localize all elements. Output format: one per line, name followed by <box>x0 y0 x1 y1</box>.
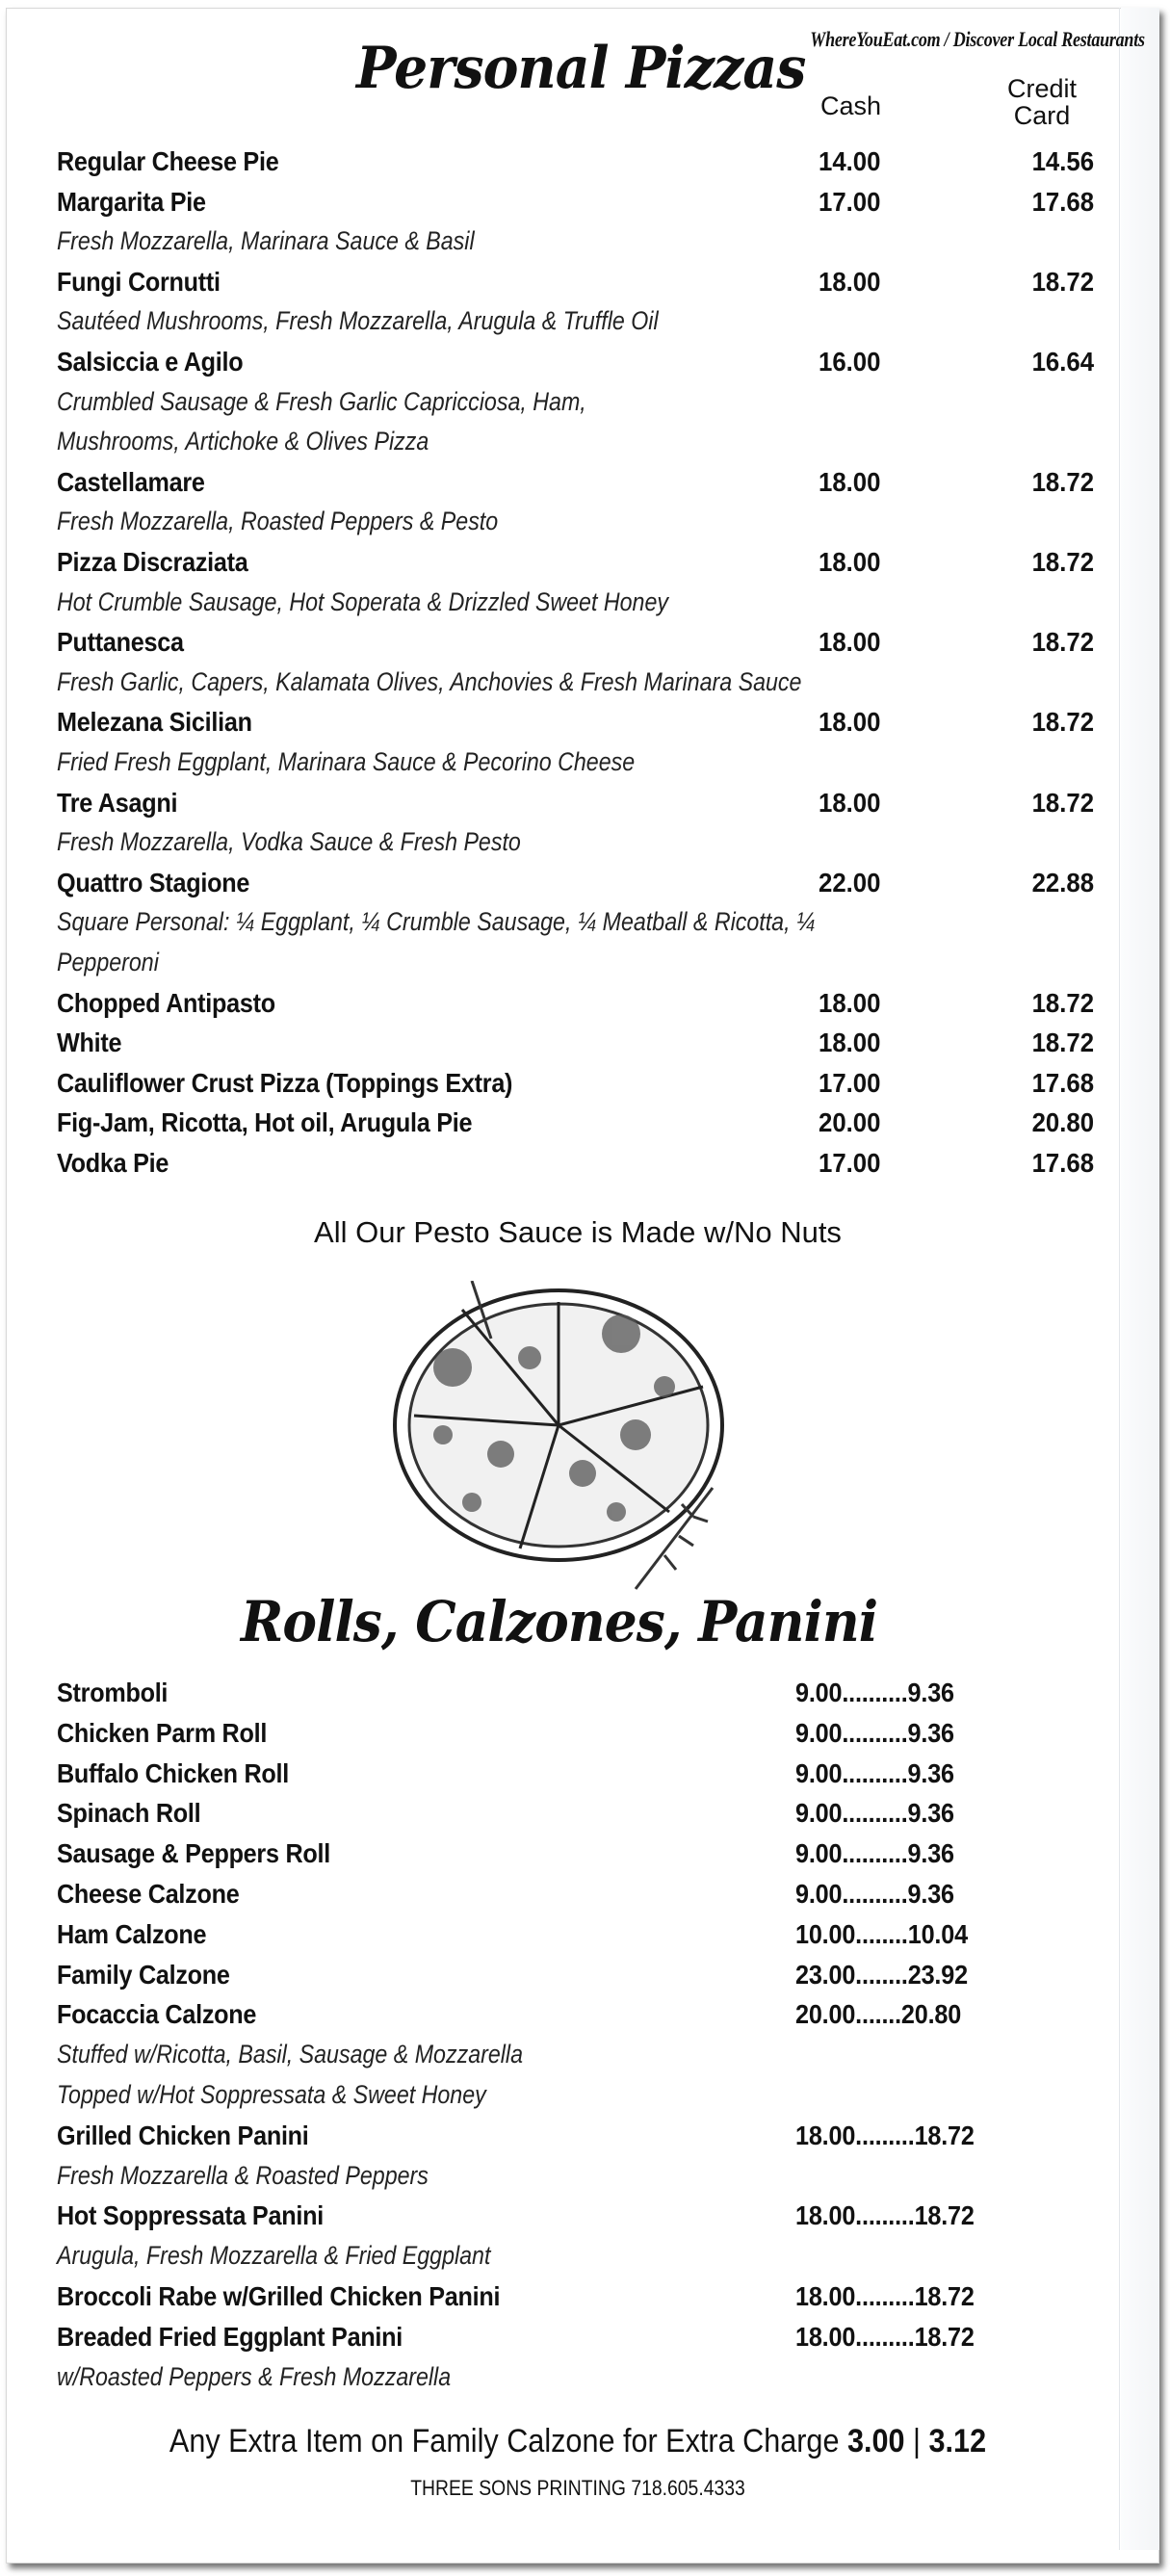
leader-dots: ......... <box>855 2321 915 2352</box>
menu-item-description: Arugula, Fresh Mozzarella & Fried Eggplant <box>57 2241 491 2271</box>
leader-dots: .......... <box>842 1838 908 1869</box>
pizza-illustration-icon <box>376 1281 751 1599</box>
price-cash: 18.00 <box>819 787 881 818</box>
price-cash: 18.00 <box>819 627 881 658</box>
menu-item-name: Cheese Calzone <box>57 1879 240 1909</box>
leader-dots: ....... <box>855 1999 901 2030</box>
menu-item-name: Broccoli Rabe w/Grilled Chicken Panini <box>57 2281 501 2311</box>
price-cash: 9.00 <box>795 1757 843 1788</box>
price-credit-card: 18.72 <box>1031 547 1094 577</box>
price-cash-credit <box>795 1678 954 1708</box>
menu-item-name: Ham Calzone <box>57 1918 207 1949</box>
price-cash-credit <box>795 1999 961 2030</box>
price-credit-card: 9.36 <box>907 1757 954 1788</box>
price-credit-card: 18.72 <box>1031 466 1094 497</box>
menu-item-name: Castellamare <box>57 466 205 497</box>
menu-item-description: Crumbled Sausage & Fresh Garlic Capricciosa, Ham, <box>57 386 586 416</box>
fold-line <box>1119 8 1120 2550</box>
menu-item-description: Pepperoni <box>57 948 159 976</box>
price-credit-card: 16.64 <box>1031 347 1094 377</box>
price-credit-card: 18.72 <box>914 2200 975 2231</box>
price-cash-credit <box>795 1919 968 1950</box>
menu-item-description: Topped w/Hot Soppressata & Sweet Honey <box>57 2080 486 2109</box>
price-cash-credit <box>795 1758 954 1789</box>
price-cash: 9.00 <box>795 1879 843 1909</box>
price-credit-card: 18.72 <box>914 2281 975 2311</box>
column-header-credit-card <box>1007 75 1077 130</box>
section-title-rolls-calzones-panini: Rolls, Calzones, Panini <box>241 1589 878 1654</box>
price-cash-credit <box>795 1879 954 1910</box>
menu-item-name: Puttanesca <box>57 627 184 658</box>
column-header-cash: Cash <box>820 91 882 120</box>
extra-price-cash: 3.00 <box>846 2423 905 2459</box>
price-cash: 18.00 <box>819 466 881 497</box>
menu-item-name: Fig-Jam, Ricotta, Hot oil, Arugula Pie <box>57 1107 473 1138</box>
price-cash: 9.00 <box>795 1717 843 1748</box>
menu-item-name: Sausage & Peppers Roll <box>57 1838 330 1869</box>
price-cash: 9.00 <box>795 1838 843 1869</box>
price-credit-card: 18.72 <box>1031 627 1094 658</box>
leader-dots: ........ <box>855 1959 908 1990</box>
price-cash: 16.00 <box>819 347 881 377</box>
extra-price-separator: | <box>913 2423 922 2459</box>
price-credit-card: 17.68 <box>1031 186 1094 217</box>
leader-dots: .......... <box>842 1798 908 1829</box>
price-credit-card: 18.72 <box>1031 987 1094 1018</box>
price-cash-credit <box>795 2322 975 2353</box>
price-cash: 18.00 <box>795 2120 856 2150</box>
price-credit-card: 9.36 <box>907 1879 954 1909</box>
menu-item-name: Melezana Sicilian <box>57 707 252 738</box>
price-credit-card: 20.80 <box>900 1999 962 2030</box>
pesto-note: All Our Pesto Sauce is Made w/No Nuts <box>314 1215 842 1249</box>
menu-item-name: Cauliflower Crust Pizza (Toppings Extra) <box>57 1067 513 1098</box>
price-credit-card: 23.92 <box>907 1959 968 1990</box>
price-cash: 17.00 <box>819 186 881 217</box>
menu-item-name: Salsiccia e Agilo <box>57 347 244 377</box>
extra-note-text: Any Extra Item on Family Calzone for Extra Charge <box>169 2423 840 2459</box>
leader-dots: .......... <box>842 1717 908 1748</box>
extra-price-card: 3.12 <box>928 2423 987 2459</box>
price-cash: 18.00 <box>819 1028 881 1058</box>
menu-item-name: Fungi Cornutti <box>57 266 221 297</box>
watermark: WhereYouEat.com / Discover Local Restaurants <box>810 27 1145 51</box>
menu-item-description: Square Personal: ¼ Eggplant, ¼ Crumble Sausage, ¼ Meatball & Ricotta, ¼ <box>57 907 816 937</box>
menu-item-description: Fresh Mozzarella, Roasted Peppers & Pesto <box>57 507 499 536</box>
menu-item-name: Stromboli <box>57 1678 169 1707</box>
price-cash: 17.00 <box>819 1067 881 1098</box>
price-cash: 18.00 <box>819 547 881 577</box>
price-cash-credit <box>795 1838 954 1869</box>
price-cash: 18.00 <box>819 266 881 297</box>
menu-item-name: Buffalo Chicken Roll <box>57 1757 290 1788</box>
leader-dots: ......... <box>855 2120 915 2150</box>
column-header-card: Card <box>1013 101 1071 131</box>
price-credit-card: 18.72 <box>1031 707 1094 738</box>
price-credit-card: 17.68 <box>1031 1067 1094 1098</box>
price-credit-card: 18.72 <box>914 2120 975 2150</box>
menu-item-description: Fried Fresh Eggplant, Marinara Sauce & Pecorino Cheese <box>57 747 636 776</box>
price-credit-card: 18.72 <box>1031 266 1094 297</box>
price-cash: 18.00 <box>819 707 881 738</box>
leader-dots: .......... <box>842 1757 908 1788</box>
menu-item-description: Sautéed Mushrooms, Fresh Mozzarella, Arugula & Truffle Oil <box>57 306 659 336</box>
menu-item-name: Grilled Chicken Panini <box>57 2120 309 2150</box>
price-cash: 10.00 <box>795 1918 856 1949</box>
price-cash: 22.00 <box>819 867 881 898</box>
price-cash: 14.00 <box>819 146 881 176</box>
menu-item-name: Family Calzone <box>57 1959 230 1990</box>
price-cash: 17.00 <box>819 1148 881 1178</box>
menu-item-description: Mushrooms, Artichoke & Olives Pizza <box>57 427 429 456</box>
price-cash: 18.00 <box>795 2321 856 2352</box>
menu-item-name: Spinach Roll <box>57 1798 201 1829</box>
menu-item-name: Margarita Pie <box>57 186 206 217</box>
column-header-credit: Credit <box>1007 74 1078 103</box>
price-cash-credit <box>795 1718 954 1749</box>
price-credit-card: 17.68 <box>1031 1148 1094 1178</box>
price-credit-card: 9.36 <box>907 1717 954 1748</box>
price-cash: 20.00 <box>795 1999 856 2030</box>
price-credit-card: 22.88 <box>1031 867 1094 898</box>
price-credit-card: 14.56 <box>1031 146 1094 176</box>
price-credit-card: 10.04 <box>907 1918 968 1949</box>
leader-dots: .......... <box>842 1879 908 1909</box>
price-credit-card: 9.36 <box>907 1838 954 1869</box>
menu-item-name: Hot Soppressata Panini <box>57 2200 324 2231</box>
menu-item-name: Breaded Fried Eggplant Panini <box>57 2321 403 2352</box>
price-credit-card: 9.36 <box>907 1798 954 1829</box>
price-cash: 23.00 <box>795 1959 856 1990</box>
menu-item-description: Hot Crumble Sausage, Hot Soperata & Drizzled Sweet Honey <box>57 586 669 616</box>
menu-item-description: Fresh Mozzarella & Roasted Peppers <box>57 2160 429 2190</box>
leader-dots: ........ <box>855 1918 908 1949</box>
price-cash: 20.00 <box>819 1107 881 1138</box>
menu-item-name: Pizza Discraziata <box>57 547 248 577</box>
price-cash-credit <box>795 2281 975 2312</box>
menu-item-name: Chicken Parm Roll <box>57 1717 268 1748</box>
price-cash-credit <box>795 1798 954 1829</box>
menu-item-name: Tre Asagni <box>57 787 178 818</box>
leader-dots: ......... <box>855 2281 915 2311</box>
price-cash: 9.00 <box>795 1678 843 1707</box>
menu-item-name: Chopped Antipasto <box>57 987 275 1018</box>
next-page-bleed <box>1121 8 1159 2550</box>
menu-item-description: Fresh Mozzarella, Vodka Sauce & Fresh Pesto <box>57 827 521 857</box>
family-calzone-extra-note <box>58 2423 1098 2460</box>
price-cash: 9.00 <box>795 1798 843 1829</box>
menu-item-name: White <box>57 1028 122 1058</box>
menu-item-description: Fresh Mozzarella, Marinara Sauce & Basil <box>57 226 475 256</box>
menu-item-name: Focaccia Calzone <box>57 1999 257 2030</box>
menu-item-name: Quattro Stagione <box>57 867 250 898</box>
menu-item-name: Regular Cheese Pie <box>57 146 279 176</box>
section-title-personal-pizzas: Personal Pizzas <box>356 35 806 102</box>
price-cash: 18.00 <box>795 2200 856 2231</box>
menu-item-description: Stuffed w/Ricotta, Basil, Sausage & Mozzarella <box>57 2040 523 2069</box>
menu-item-description: w/Roasted Peppers & Fresh Mozzarella <box>57 2361 452 2391</box>
price-cash-credit <box>795 1960 968 1991</box>
price-cash-credit <box>795 2200 975 2231</box>
price-credit-card: 20.80 <box>1031 1107 1094 1138</box>
price-cash: 18.00 <box>819 987 881 1018</box>
leader-dots: ......... <box>855 2200 915 2231</box>
price-credit-card: 18.72 <box>914 2321 975 2352</box>
printer-credit: THREE SONS PRINTING 718.605.4333 <box>410 2476 745 2500</box>
price-cash-credit <box>795 2121 975 2151</box>
price-cash: 18.00 <box>795 2281 856 2311</box>
menu-item-description: Fresh Garlic, Capers, Kalamata Olives, Anchovies & Fresh Marinara Sauce <box>57 666 802 696</box>
price-credit-card: 18.72 <box>1031 787 1094 818</box>
leader-dots: .......... <box>842 1678 908 1707</box>
price-credit-card: 9.36 <box>907 1678 954 1707</box>
price-credit-card: 18.72 <box>1031 1028 1094 1058</box>
menu-item-name: Vodka Pie <box>57 1148 169 1178</box>
